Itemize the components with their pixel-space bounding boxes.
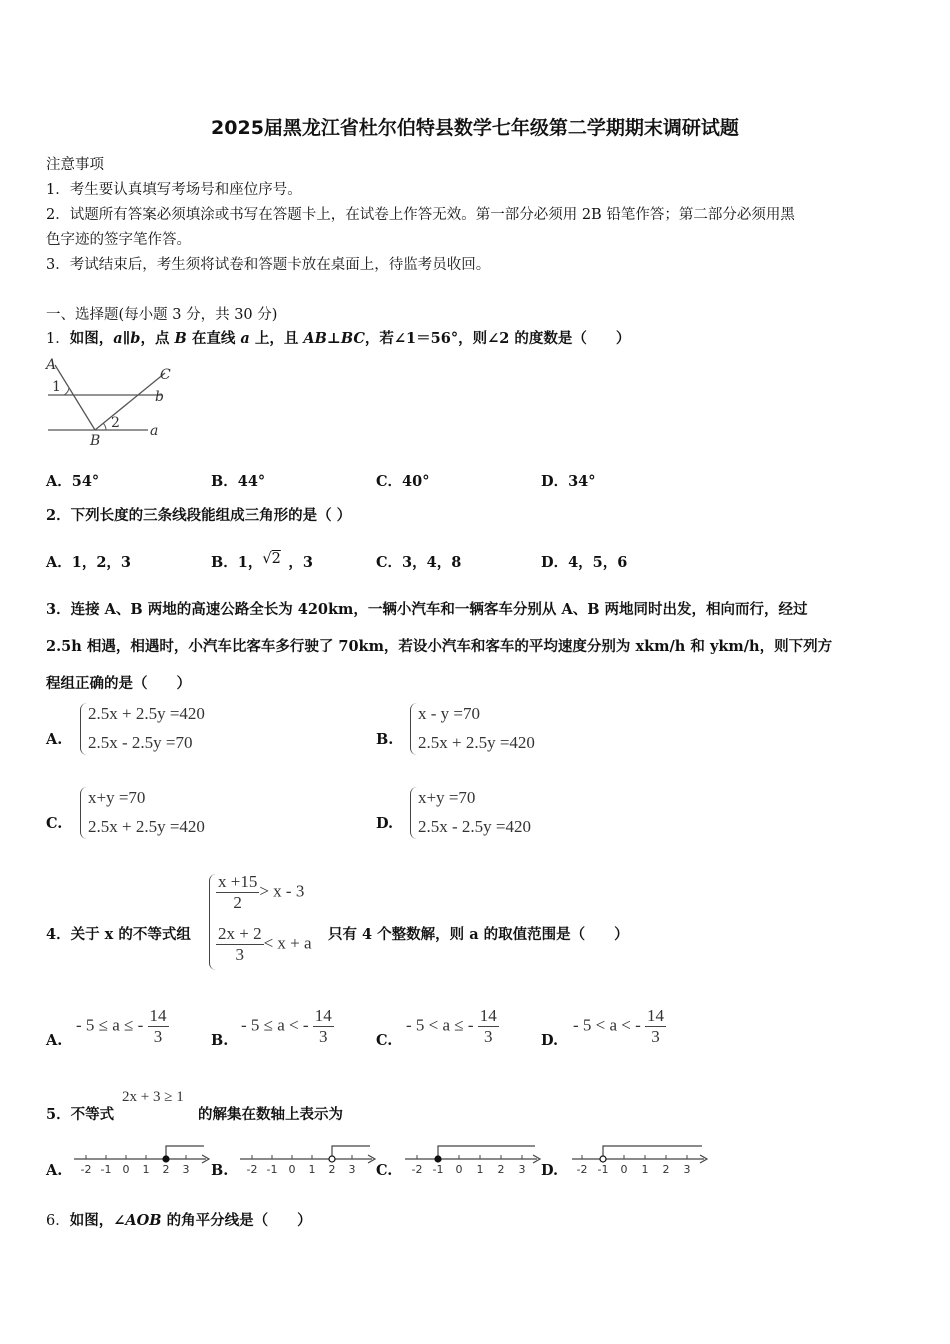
q5-option-a-label[interactable]: A.: [46, 1162, 63, 1179]
fig-label-a: a: [150, 423, 159, 439]
question-5-pre: 5．不等式: [46, 1106, 115, 1123]
fig-label-B: B: [90, 433, 101, 449]
notice-item: 色字迹的签字笔作答。: [46, 232, 191, 248]
number-line-tick-label: 0: [122, 1163, 130, 1176]
q3-option-b-eq1: x - y =70: [418, 704, 480, 723]
q5-number-line-a: [72, 1143, 212, 1179]
number-line-tick-label: -1: [597, 1163, 609, 1176]
fig-label-b: b: [155, 389, 164, 405]
question-3-line-2: 2.5h 相遇，相遇时，小汽车比客车多行驶了 70km，若设小汽车和客车的平均速度分别为 xkm/h 和 ykm/h，则下列方: [46, 638, 833, 655]
q2-option-d[interactable]: D．4，5，6: [541, 554, 628, 571]
q4-option-c-expr: - 5 < a ≤ - $\frac{14}{3}$: [406, 1006, 497, 1046]
number-line-tick-label: -2: [576, 1163, 588, 1176]
solution-ray: [438, 1146, 535, 1159]
notice-item: 1．考生要认真填写考场号和座位序号。: [46, 182, 302, 198]
fig-label-A: A: [46, 357, 57, 373]
question-2: 2．下列长度的三条线段能组成三角形的是（ ）: [46, 507, 352, 524]
q5-option-b-label[interactable]: B.: [211, 1162, 229, 1179]
q4-inequality-2: $\frac{2x + 2}{3}$ < x + a: [218, 924, 312, 964]
q2-option-a[interactable]: A．1，2，3: [46, 554, 132, 571]
q2-option-c[interactable]: C．3，4，8: [376, 554, 462, 571]
section-heading: 一、选择题(每小题 3 分，共 30 分): [46, 307, 278, 323]
q4-option-b-expr: - 5 ≤ a < - $\frac{14}{3}$: [241, 1006, 332, 1046]
solution-ray: [166, 1146, 204, 1159]
q3-option-c-eq2: 2.5x + 2.5y =420: [88, 817, 205, 836]
q4-option-b-label[interactable]: B.: [211, 1032, 229, 1049]
number-line-tick-label: -2: [246, 1163, 258, 1176]
question-4-post: 只有 4 个整数解，则 a 的取值范围是（ ）: [328, 926, 629, 943]
number-line-tick-label: 1: [308, 1163, 316, 1176]
number-line-tick-label: 2: [162, 1163, 170, 1176]
q1-option-b[interactable]: B．44°: [211, 473, 266, 490]
question-5-post: 的解集在数轴上表示为: [198, 1106, 343, 1123]
number-line-tick-label: 1: [641, 1163, 649, 1176]
number-line-tick-label: -1: [266, 1163, 278, 1176]
question-3-line-1: 3．连接 A、B 两地的高速公路全长为 420km，一辆小汽车和一辆客车分别从 A、B 两地同时出发，相向而行，经过: [46, 601, 808, 618]
q5-number-line-b: [238, 1143, 378, 1179]
q4-inequality-1: $\frac{x +15}{2}$ > x - 3: [218, 872, 305, 912]
q3-option-d-eq2: 2.5x - 2.5y =420: [418, 817, 531, 836]
q1-option-c[interactable]: C．40°: [376, 473, 430, 490]
number-line-tick-label: -1: [100, 1163, 112, 1176]
q3-option-b-label[interactable]: B.: [376, 731, 394, 748]
q3-option-b-eq2: 2.5x + 2.5y =420: [418, 733, 535, 752]
q5-inequality: 2x + 3 ≥ 1: [122, 1089, 184, 1105]
number-line-tick-label: 0: [620, 1163, 628, 1176]
open-endpoint: [329, 1156, 335, 1162]
q4-option-c-label[interactable]: C.: [376, 1032, 393, 1049]
fig-label-C: C: [160, 367, 171, 383]
closed-endpoint: [163, 1156, 169, 1162]
q1-option-d[interactable]: D．34°: [541, 473, 596, 490]
q5-number-line-d: [570, 1143, 710, 1179]
q3-option-d-label[interactable]: D.: [376, 815, 394, 832]
question-6: 6．如图，∠AOB 的角平分线是（ ）: [46, 1212, 312, 1229]
open-endpoint: [600, 1156, 606, 1162]
fig-label-1: 1: [52, 379, 61, 395]
number-line-tick-label: 2: [662, 1163, 670, 1176]
q4-option-d-label[interactable]: D.: [541, 1032, 559, 1049]
question-3-line-3: 程组正确的是（ ）: [46, 675, 191, 692]
number-line-tick-label: 2: [497, 1163, 505, 1176]
number-line-tick-label: 2: [328, 1163, 336, 1176]
fig-label-2: 2: [111, 415, 120, 431]
number-line-tick-label: -2: [411, 1163, 423, 1176]
closed-endpoint: [435, 1156, 441, 1162]
number-line-tick-label: 1: [476, 1163, 484, 1176]
q3-option-d-eq1: x+y =70: [418, 788, 476, 807]
number-line-tick-label: 3: [182, 1163, 190, 1176]
q5-number-line-c: [403, 1143, 543, 1179]
q4-option-d-expr: - 5 < a < - $\frac{14}{3}$: [573, 1006, 665, 1046]
q1-option-a[interactable]: A．54°: [46, 473, 100, 490]
number-line-tick-label: 0: [288, 1163, 296, 1176]
number-line-tick-label: -1: [432, 1163, 444, 1176]
q4-option-a-label[interactable]: A.: [46, 1032, 63, 1049]
q3-option-c-label[interactable]: C.: [46, 815, 63, 832]
number-line-tick-label: 1: [142, 1163, 150, 1176]
notice-item: 3．考试结束后，考生须将试卷和答题卡放在桌面上，待监考员收回。: [46, 257, 491, 273]
number-line-tick-label: 0: [455, 1163, 463, 1176]
q3-option-c-eq1: x+y =70: [88, 788, 146, 807]
q5-option-c-label[interactable]: C.: [376, 1162, 393, 1179]
q5-option-d-label[interactable]: D.: [541, 1162, 559, 1179]
question-4-pre: 4．关于 x 的不等式组: [46, 926, 191, 943]
q4-option-a-expr: - 5 ≤ a ≤ - $\frac{14}{3}$: [76, 1006, 167, 1046]
q2-option-b[interactable]: B．1， √2 ，3: [211, 551, 313, 571]
notice-item: 2．试题所有答案必须填涂或书写在答题卡上，在试卷上作答无效。第一部分必须用 2B 铅笔作答；第二部分必须用黑: [46, 207, 795, 223]
page-title: 2025届黑龙江省杜尔伯特县数学七年级第二学期期末调研试题: [211, 117, 739, 139]
number-line-tick-label: 3: [348, 1163, 356, 1176]
solution-ray: [332, 1146, 370, 1159]
q1-figure: [40, 355, 190, 455]
q3-option-a-eq1: 2.5x + 2.5y =420: [88, 704, 205, 723]
number-line-tick-label: 3: [683, 1163, 691, 1176]
number-line-tick-label: -2: [80, 1163, 92, 1176]
notice-heading: 注意事项: [46, 157, 104, 173]
q3-option-a-eq2: 2.5x - 2.5y =70: [88, 733, 193, 752]
number-line-tick-label: 3: [518, 1163, 526, 1176]
q3-option-a-label[interactable]: A.: [46, 731, 63, 748]
question-1: 1．如图，a∥b，点 B 在直线 a 上，且 AB⊥BC，若∠1＝56°，则∠2 的度数是（ ）: [46, 330, 631, 347]
